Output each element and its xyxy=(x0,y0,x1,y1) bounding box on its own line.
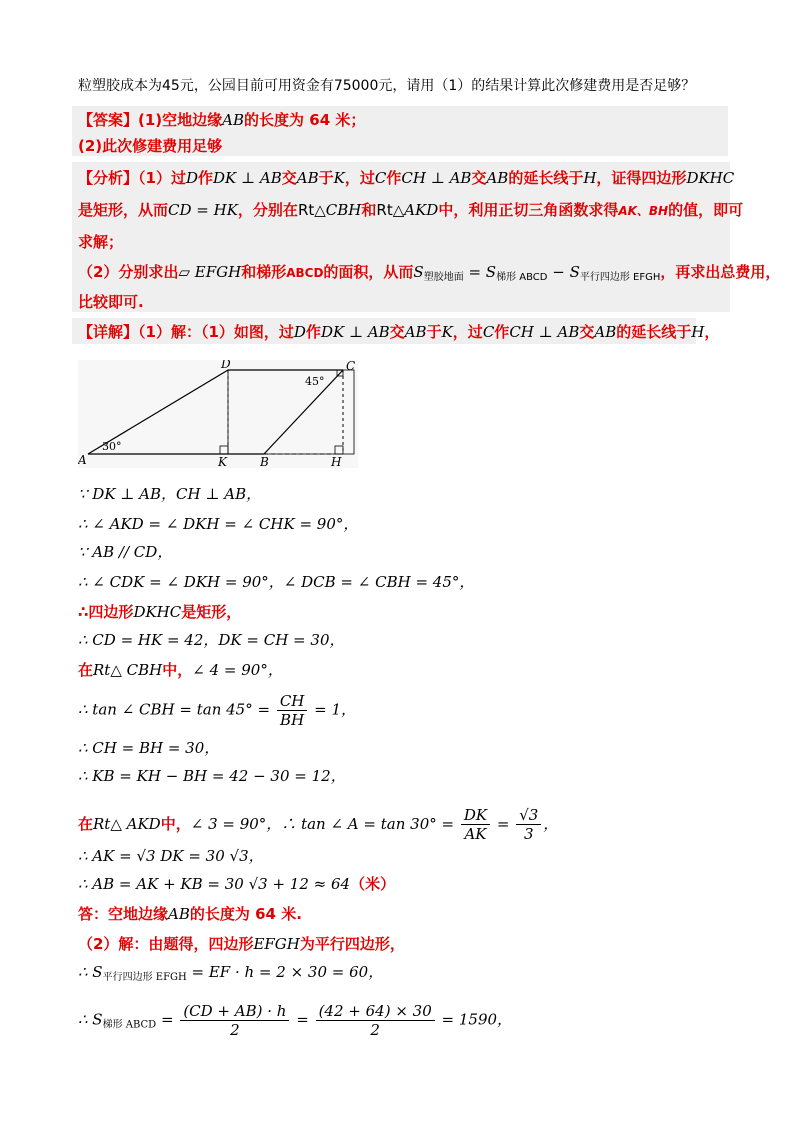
answer-text-end: 的长度为 64 米； xyxy=(244,111,366,129)
m: H xyxy=(583,169,597,187)
step-6: ∴ CD = HK = 42，DK = CH = 30， xyxy=(78,631,345,649)
numerator: (42 + 64) × 30 xyxy=(316,1002,435,1021)
detail-line-1 xyxy=(78,322,719,342)
m: ∠ 3 = 90°，∴ tan ∠ A = tan 30° = xyxy=(190,815,459,833)
t: ， xyxy=(704,323,720,341)
step-11 xyxy=(78,806,558,843)
step-14 xyxy=(78,904,302,924)
step-1: ∵ DK ⊥ AB，CH ⊥ AB， xyxy=(78,485,262,503)
sub: 塑胶地面 xyxy=(423,272,464,283)
t: 过 xyxy=(359,169,375,187)
m: AB xyxy=(296,169,319,187)
t: 的值，即可 xyxy=(668,201,744,219)
t: ，过 xyxy=(452,323,483,341)
t: 的延长线于 xyxy=(616,323,692,341)
angle-30-label: 30° xyxy=(102,440,122,453)
step-7 xyxy=(78,660,283,680)
t: 为平行四边形， xyxy=(299,935,405,953)
t: ，分别在 xyxy=(237,201,298,219)
t: 中， xyxy=(160,815,191,833)
m: H xyxy=(691,323,705,341)
t: 交 xyxy=(389,323,405,341)
detail-tag: 【详解】 xyxy=(78,323,139,341)
answer-line-2: (2)此次修建费用足够 xyxy=(78,137,223,155)
step-3: ∵ AB // CD， xyxy=(78,543,173,561)
answer-tag: 【答案】 xyxy=(78,111,139,129)
m: ∴ S xyxy=(78,1010,103,1029)
label-C: C xyxy=(346,360,356,373)
trapezoid-diagram xyxy=(78,360,358,468)
t: ∴四边形 xyxy=(78,603,134,621)
t: 在 xyxy=(78,815,94,833)
m: ∴ AB = AK + KB = 30 √3 + 12 ≈ 64 xyxy=(78,875,351,893)
m: DKHC xyxy=(133,603,182,621)
m: S xyxy=(413,263,424,281)
m: CH ⊥ AB xyxy=(401,169,472,187)
rt: Rt△ xyxy=(297,201,326,219)
m: DK ⊥ AB xyxy=(320,323,390,341)
t: 作 xyxy=(386,169,402,187)
step-9: ∴ CH = BH = 30， xyxy=(78,739,220,757)
geometry-figure xyxy=(78,360,358,468)
m: − S xyxy=(547,263,580,281)
m: ∴ S xyxy=(78,963,103,981)
m: AB xyxy=(168,905,190,923)
step-12: ∴ AK = √3 DK = 30 √3， xyxy=(78,847,264,865)
sub: 平行四边形 EFGH xyxy=(579,272,661,283)
denominator: 3 xyxy=(523,825,534,843)
t: 交 xyxy=(471,169,487,187)
label-B: B xyxy=(260,455,269,468)
m: = 1590， xyxy=(436,1010,513,1029)
m: = xyxy=(492,815,515,833)
m: DKHC xyxy=(686,169,735,187)
m: AB xyxy=(486,169,509,187)
t: 和 xyxy=(361,201,377,219)
m: Rt△ AKD xyxy=(93,815,161,833)
unit: （米） xyxy=(350,875,396,893)
problem-intro: 粒塑胶成本为45元，公园目前可用资金有75000元，请用（1）的结果计算此次修建费用是否足够？ xyxy=(78,78,696,94)
label-A: A xyxy=(78,453,87,467)
fraction-trapezoid-formula xyxy=(180,1002,289,1039)
analysis-line-3: 求解； xyxy=(78,233,124,251)
t: 是矩形， xyxy=(181,603,242,621)
m: C xyxy=(374,169,387,187)
t: （1）解：（1）如图，过 xyxy=(138,323,294,341)
denominator: AK xyxy=(464,825,487,843)
sub: 梯形 ABCD xyxy=(496,272,548,283)
step-17 xyxy=(78,1002,512,1039)
t: 交 xyxy=(579,323,595,341)
t: 中， xyxy=(162,661,193,679)
t: ， xyxy=(344,169,360,187)
t: 于 xyxy=(318,169,334,187)
t: 的延长线于 xyxy=(508,169,584,187)
t: ABCD xyxy=(286,266,324,280)
analysis-line-2 xyxy=(78,200,743,221)
m: C xyxy=(482,323,495,341)
sub: 平行四边形 EFGH xyxy=(102,972,187,983)
numerator: √3 xyxy=(516,806,541,825)
t: 作 xyxy=(197,169,213,187)
denominator: BH xyxy=(280,711,305,729)
label-H: H xyxy=(331,455,342,468)
m: = xyxy=(291,1010,314,1029)
step-8 xyxy=(78,692,356,729)
m: ∠ 4 = 90°， xyxy=(192,661,283,679)
m: = xyxy=(156,1010,179,1029)
fraction-dk-ak xyxy=(461,806,490,843)
step-2: ∴ ∠ AKD = ∠ DKH = ∠ CHK = 90°， xyxy=(78,515,359,533)
m: K xyxy=(441,323,453,341)
t: 的长度为 64 米. xyxy=(189,905,302,923)
t: （1）过 xyxy=(138,169,186,187)
numerator: (CD + AB) · h xyxy=(180,1002,289,1021)
m: EFGH xyxy=(253,935,300,953)
m: = 1， xyxy=(309,700,357,719)
m: ∴ tan ∠ CBH = tan 45° = xyxy=(78,700,275,719)
m: K xyxy=(333,169,345,187)
analysis-line-5: 比较即可. xyxy=(78,293,144,311)
analysis-tag: 【分析】 xyxy=(78,169,139,187)
t: 交 xyxy=(281,169,297,187)
m: CBH xyxy=(325,201,362,219)
label-K: K xyxy=(218,455,227,468)
answer-text: (1)空地边缘 xyxy=(138,111,223,129)
numerator: DK xyxy=(461,806,490,825)
numerator: CH xyxy=(277,692,308,711)
m: ， xyxy=(543,815,559,833)
step-10: ∴ KB = KH − BH = 42 − 30 = 12， xyxy=(78,767,346,785)
denominator: 2 xyxy=(230,1021,240,1039)
t: 的面积，从而 xyxy=(323,263,414,281)
m: ▱ EFGH xyxy=(178,263,242,281)
label-D: D xyxy=(221,360,231,371)
t: （2）分别求出 xyxy=(78,263,179,281)
t: 答：空地边缘 xyxy=(78,905,169,923)
answer-math: AB xyxy=(222,111,245,129)
m: DK ⊥ AB xyxy=(213,169,282,187)
angle-45-label: 45° xyxy=(305,375,325,388)
t: 中，利用正切三角函数求得 xyxy=(438,201,619,219)
m: AKD xyxy=(404,201,439,219)
t: 和梯形 xyxy=(241,263,287,281)
fraction-root3-3 xyxy=(516,806,541,843)
t: 作 xyxy=(494,323,510,341)
fraction-trapezoid-values xyxy=(316,1002,435,1039)
t: （2）解：由题得，四边形 xyxy=(78,935,254,953)
m: CH ⊥ AB xyxy=(509,323,580,341)
step-15 xyxy=(78,934,405,954)
step-4: ∴ ∠ CDK = ∠ DKH = 90°，∠ DCB = ∠ CBH = 45°， xyxy=(78,573,475,591)
m: = EF · h = 2 × 30 = 60， xyxy=(186,963,384,981)
m: AB xyxy=(594,323,617,341)
m: Rt△ CBH xyxy=(93,661,163,679)
rt: Rt△ xyxy=(376,201,405,219)
t: AK、BH xyxy=(618,204,669,218)
t: 在 xyxy=(78,661,94,679)
step-13 xyxy=(78,874,395,894)
analysis-line-1 xyxy=(78,168,734,188)
m: D xyxy=(293,323,306,341)
t: 于 xyxy=(426,323,442,341)
m: D xyxy=(185,169,198,187)
sub: 梯形 ABCD xyxy=(102,1019,157,1031)
denominator: 2 xyxy=(370,1021,380,1039)
step-5 xyxy=(78,602,241,622)
answer-line-1 xyxy=(78,110,365,130)
fraction-ch-bh xyxy=(277,692,308,729)
analysis-line-4 xyxy=(78,262,780,288)
m: AB xyxy=(404,323,427,341)
t: 是矩形，从而 xyxy=(78,201,169,219)
t: ，再求出总费用， xyxy=(660,263,781,281)
m: CD = HK xyxy=(168,201,238,219)
t: 作 xyxy=(305,323,321,341)
t: ，证得四边形 xyxy=(596,169,687,187)
m: = S xyxy=(463,263,497,281)
step-16 xyxy=(78,962,383,988)
